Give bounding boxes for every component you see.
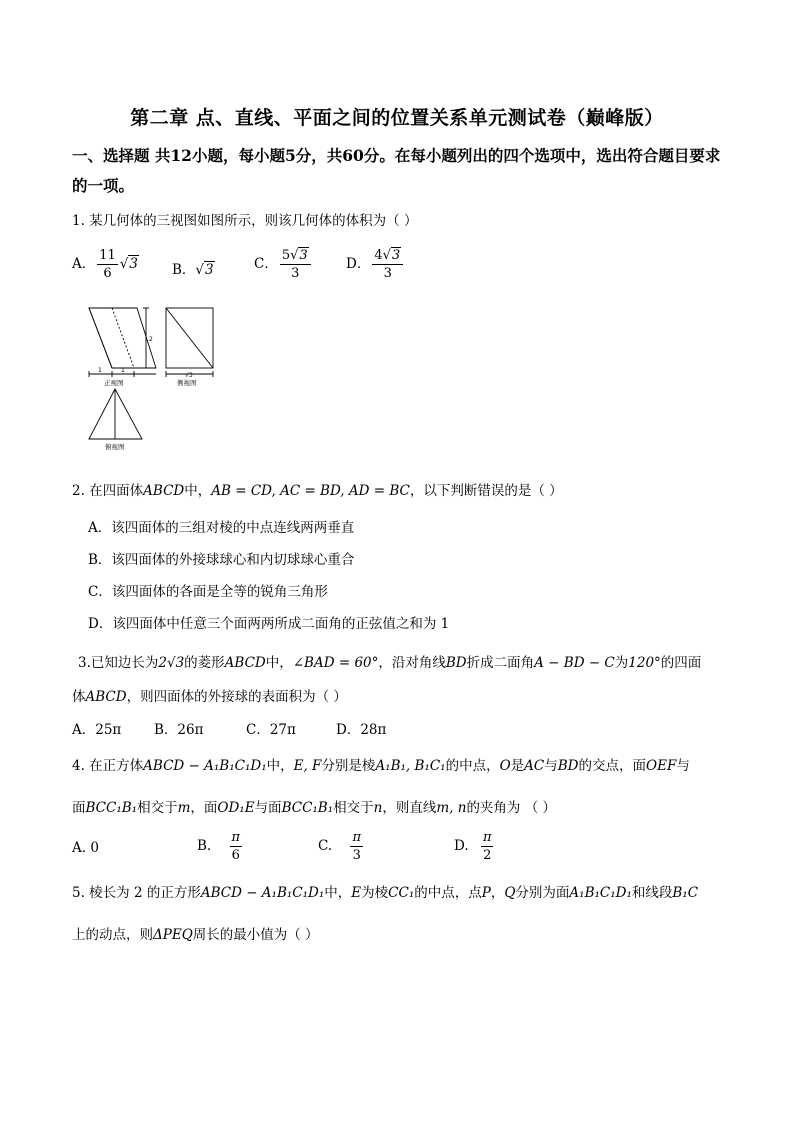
question-5-line-2: 上的动点，则ΔPEQ周长的最小值为（ ） bbox=[72, 927, 319, 943]
q4-d-fraction: $\frac{\pi}{2}$ bbox=[482, 830, 492, 863]
side-view bbox=[166, 308, 213, 377]
dim-right-label: 1 bbox=[121, 367, 125, 374]
q2-option-c: C．该四面体的各面是全等的锐角三角形 bbox=[88, 584, 328, 600]
question-2-text: 2. 在四面体ABCD中，AB = CD, AC = BD, AD = BC，以下判断错误的是（ ） bbox=[72, 483, 563, 499]
dim-height-label: 2 bbox=[149, 336, 153, 343]
q1-c-fraction: $\frac{5√3}{3}$ bbox=[280, 247, 311, 282]
q3-option-b: B．26π bbox=[154, 722, 204, 738]
q2-option-a: A．该四面体的三组对棱的中点连线两两垂直 bbox=[88, 520, 355, 536]
top-view-label: 俯视图 bbox=[105, 443, 125, 451]
q1-option-a: A． $\frac{11}{6}$ √3 bbox=[72, 248, 138, 281]
q1-option-b: B．√3 bbox=[172, 262, 214, 278]
q4-option-c: C. $\frac{\pi}{3}$ bbox=[318, 830, 361, 863]
q4-option-d: D. $\frac{\pi}{2}$ bbox=[454, 830, 492, 863]
question-4-line-2: 面BCC₁B₁相交于m，面OD₁E与面BCC₁B₁相交于n，则直线m, n的夹角为 （ ） bbox=[72, 800, 557, 816]
q2-option-d: D．该四面体中任意三个面两两所成二面角的正弦值之和为 1 bbox=[88, 616, 450, 632]
dim-side-label: √3 bbox=[185, 372, 193, 379]
q1-option-c: C． $\frac{5√3}{3}$ bbox=[254, 247, 313, 282]
dim-left-label: 1 bbox=[98, 367, 102, 374]
q1-a-fraction: $\frac{11}{6}$ bbox=[99, 248, 116, 281]
top-view bbox=[89, 389, 142, 439]
q2-option-b: B．该四面体的外接球球心和内切球球心重合 bbox=[88, 552, 355, 568]
q4-option-b: B. $\frac{\pi}{6}$ bbox=[197, 830, 241, 863]
q4-b-fraction: $\frac{\pi}{6}$ bbox=[231, 830, 241, 863]
side-view-label: 侧视图 bbox=[177, 379, 197, 387]
question-5-line-1: 5. 棱长为 2 的正方形ABCD − A₁B₁C₁D₁中，E为棱CC₁的中点，点P，Q分别为面A₁B₁C₁D₁和线段B₁C bbox=[72, 885, 699, 901]
question-3-line-1: 3.已知边长为2√3的菱形ABCD中，∠BAD = 60°，沿对角线BD折成二面角A − BD − C为120°的四面 bbox=[78, 655, 702, 671]
section-heading: 一、选择题 共12小题，每小题5分，共60分。在每小题列出的四个选项中，选出符合题目要求的一项。 bbox=[72, 146, 721, 195]
q3-option-a: A．25π bbox=[72, 722, 122, 738]
question-3-line-2: 体ABCD，则四面体的外接球的表面积为（ ） bbox=[72, 689, 347, 705]
question-1-text: 1. 某几何体的三视图如图所示，则该几何体的体积为（ ） bbox=[72, 213, 418, 229]
q1-d-fraction: $\frac{4√3}{3}$ bbox=[372, 247, 403, 282]
q1-b-sqrt: √3 bbox=[195, 262, 214, 278]
q3-option-d: D．28π bbox=[336, 722, 387, 738]
q4-c-fraction: $\frac{\pi}{3}$ bbox=[352, 830, 361, 863]
page-title: 第二章 点、直线、平面之间的位置关系单元测试卷（巅峰版） bbox=[130, 107, 664, 129]
question-4-line-1: 4. 在正方体ABCD − A₁B₁C₁D₁中，E, F分别是棱A₁B₁, B₁C₁的中点，O是AC与BD的交点，面OEF与 bbox=[72, 758, 690, 774]
q3-option-c: C．27π bbox=[246, 722, 296, 738]
three-view-figure bbox=[86, 303, 236, 453]
q1-option-d: D． $\frac{4√3}{3}$ bbox=[346, 247, 405, 282]
q4-option-a: A. 0 bbox=[72, 840, 99, 856]
q1-a-sqrt: √3 bbox=[119, 256, 138, 272]
front-view-label: 正视图 bbox=[104, 379, 124, 387]
